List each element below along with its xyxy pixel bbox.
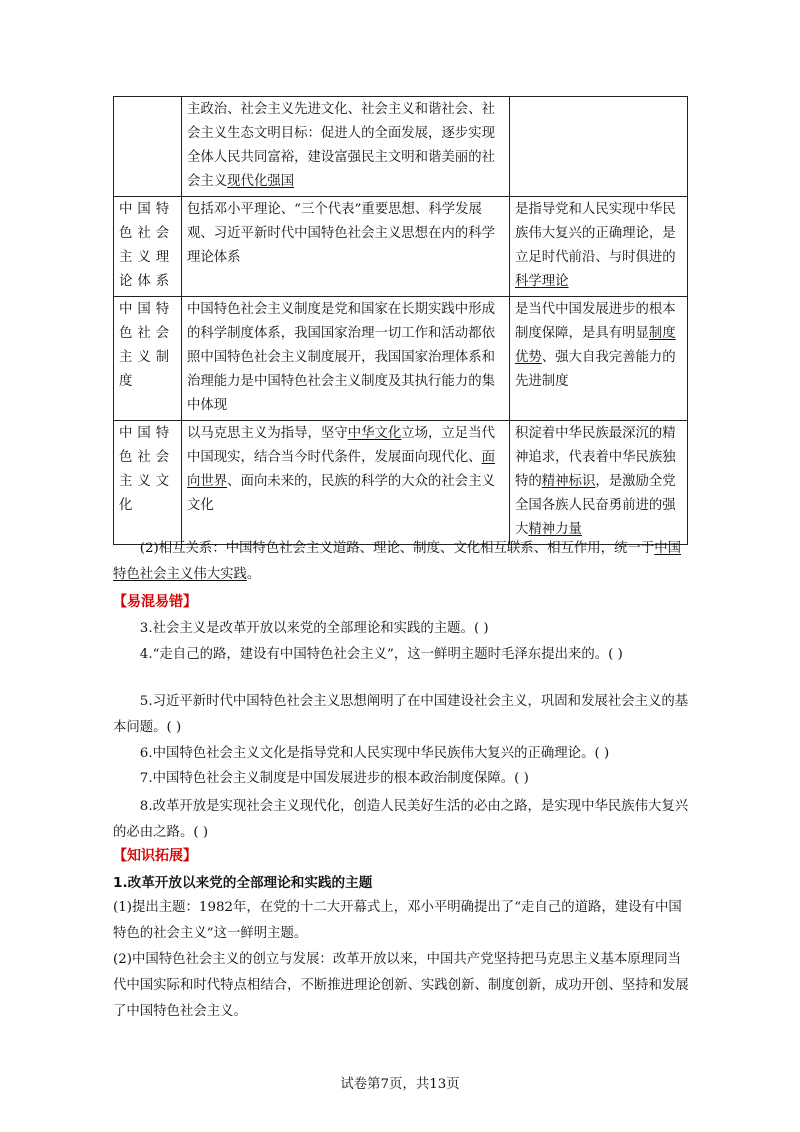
cell-text: 是指导党和人民实现中华民族伟大复兴的正确理论，是立足时代前沿、与时俱进的	[515, 202, 676, 265]
role-cell	[510, 197, 688, 297]
knowledge-subheading: 1.改革开放以来党的全部理论和实践的主题	[113, 875, 373, 891]
relation-paragraph	[113, 536, 690, 588]
relation-underlined: 中国特色社会主义伟大实践	[113, 541, 681, 582]
content-cell	[182, 197, 510, 297]
underlined-term: 制度优势	[515, 326, 676, 365]
mistake-item: 7.中国特色社会主义制度是中国发展进步的根本政治制度保障。( )	[139, 771, 529, 786]
category-cell: 中国特色社会主义制度	[114, 297, 182, 421]
category-cell: 中国特色社会主义文化	[114, 421, 182, 545]
cell-text: 、强大自我完善能力的先进制度	[515, 350, 676, 389]
category-cell	[114, 97, 182, 197]
underlined-term: 中华文化	[347, 426, 402, 441]
table-row	[114, 197, 688, 297]
mistake-item: 8.改革开放是实现社会主义现代化，创造人民美好生活的必由之路，是实现中华民族伟大复兴的必由之路。( )	[113, 799, 689, 840]
knowledge-paragraph: (2)中国特色社会主义的创立与发展：改革开放以来，中国共产党坚持把马克思主义基本原理同当代中国实际和时代特点相结合，不断推进理论创新、实践创新、制度创新，成功开创、坚持和发展了中国特色社会主义。	[113, 952, 689, 1019]
role-cell	[510, 297, 688, 421]
relation-text: (2)相互关系：中国特色社会主义道路、理论、制度、文化相互联系、相互作用，统一于	[139, 541, 655, 556]
mistake-item: 4.“走自己的路，建设有中国特色社会主义”，这一鲜明主题时毛泽东提出来的。( )	[139, 647, 623, 662]
underlined-term: 科学理论	[515, 274, 569, 289]
relation-suffix: 。	[246, 567, 261, 582]
cell-text: 包括邓小平理论、“三个代表”重要思想、科学发展观、习近平新时代中国特色社会主义思想在内的科学理论体系	[187, 202, 495, 265]
category-cell: 中国特色社会主义理论体系	[114, 197, 182, 297]
mistakes-header: 【易混易错】	[113, 594, 197, 610]
underlined-term: 精神力量	[528, 522, 582, 537]
table-row	[114, 297, 688, 421]
content-cell	[182, 97, 510, 197]
underlined-term: 精神标识	[541, 474, 596, 489]
table-row	[114, 421, 688, 545]
content-cell	[182, 297, 510, 421]
mistake-item: 3.社会主义是改革开放以来党的全部理论和实践的主题。( )	[139, 621, 489, 636]
cell-text: 中国特色社会主义制度是党和国家在长期实践中形成的科学制度体系，我国国家治理一切工作和活动都依照中国特色社会主义制度展开，我国国家治理体系和治理能力是中国特色社会主义制度及其执行能力的集中体现	[187, 302, 495, 413]
underlined-term: 现代化强国	[227, 174, 295, 189]
table-row	[114, 97, 688, 197]
cell-text: 立场，立足当代中国现实，结合当今时代条件，发展面向现代化、	[187, 426, 495, 465]
cell-text: 是当代中国发展进步的根本制度保障，是具有明显	[515, 302, 676, 341]
knowledge-header: 【知识拓展】	[113, 848, 197, 864]
role-cell	[510, 421, 688, 545]
content-cell	[182, 421, 510, 545]
cell-text: 积淀着中华民族最深沉的精神追求，代表着中华民族独特的	[515, 426, 676, 489]
knowledge-paragraph: (1)提出主题：1982年，在党的十二大开幕式上，邓小平明确提出了“走自己的道路，建设有中国特色的社会主义”这一鲜明主题。	[113, 900, 682, 941]
page-footer: 试卷第7页，共13页	[340, 1077, 460, 1092]
underlined-term: 面向世界	[187, 450, 495, 489]
cell-text: 以马克思主义为指导，坚守	[187, 426, 348, 441]
content-table	[113, 96, 688, 545]
cell-text: ，是激励全党全国各族人民奋勇前进的强大	[515, 474, 676, 537]
cell-text: 、面向未来的，民族的科学的大众的社会主义文化	[187, 474, 495, 513]
mistake-item: 5.习近平新时代中国特色社会主义思想阐明了在中国建设社会主义，巩固和发展社会主义的基本问题。( )	[113, 694, 689, 735]
cell-text: 主政治、社会主义先进文化、社会主义和谐社会、社会主义生态文明目标：促进人的全面发展，逐步实现全体人民共同富裕，建设富强民主文明和谐美丽的社会主义	[187, 102, 495, 189]
role-cell	[510, 97, 688, 197]
mistake-item: 6.中国特色社会主义文化是指导党和人民实现中华民族伟大复兴的正确理论。( )	[139, 746, 610, 761]
